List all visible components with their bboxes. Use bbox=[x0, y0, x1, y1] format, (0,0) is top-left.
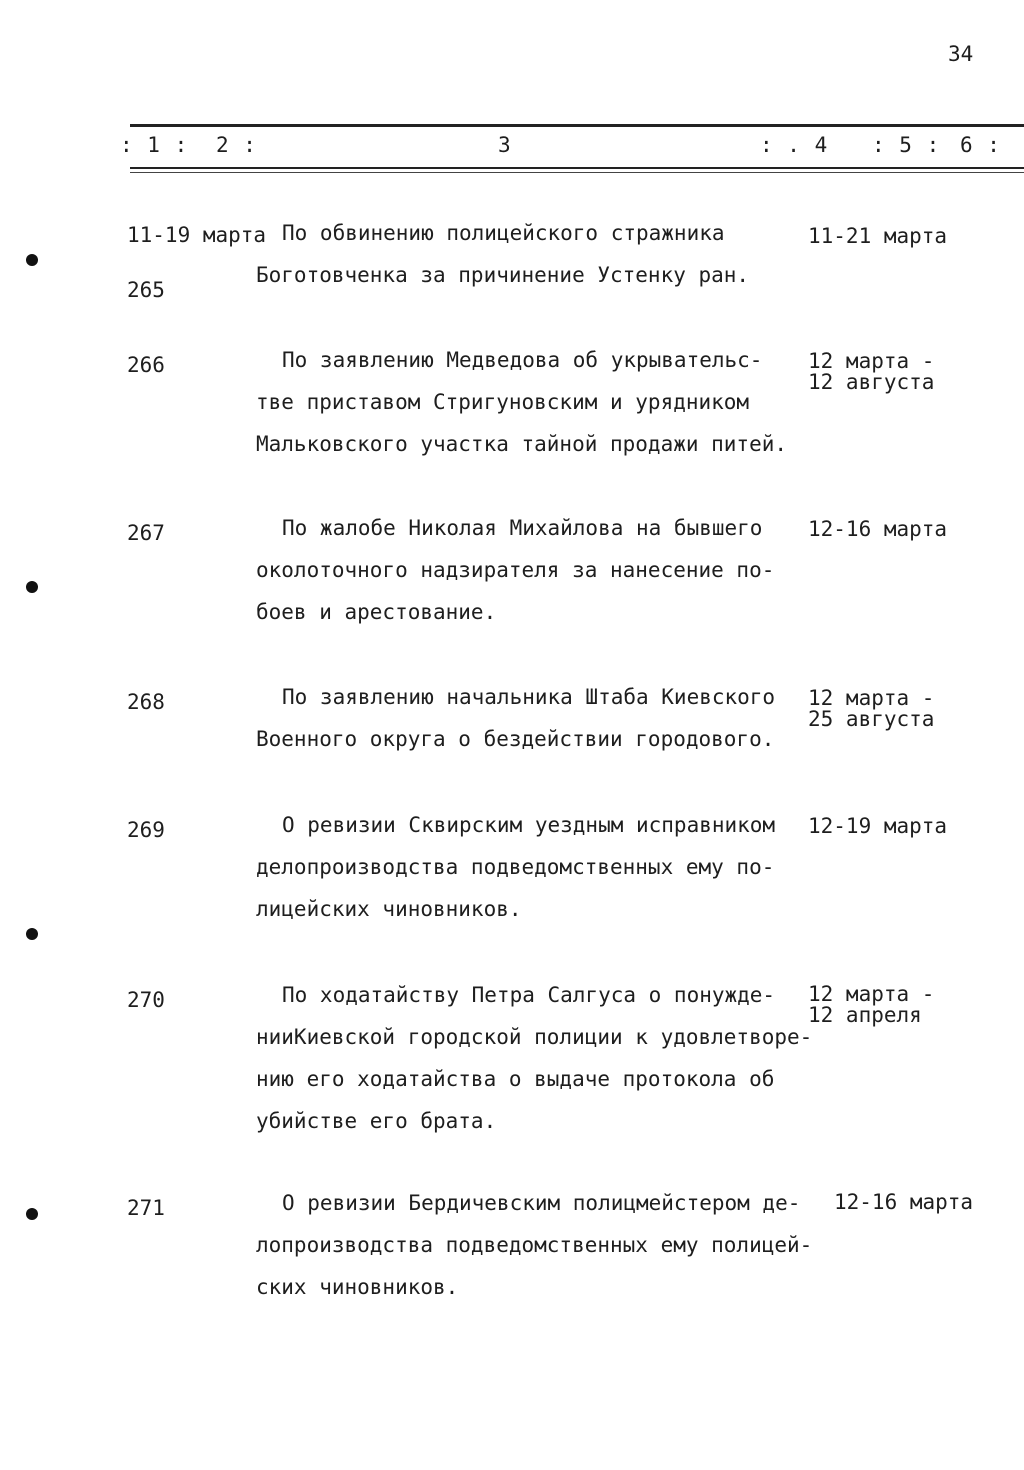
binding-hole-mark bbox=[26, 254, 38, 266]
entry-dates: 12 марта - 25 августа bbox=[808, 686, 935, 731]
header-col4: : . 4 bbox=[760, 133, 829, 157]
entry-description: О ревизии Сквирским уездным исправником делопроизводства подведомственных ему по- лицейских чиновников. bbox=[256, 813, 776, 921]
entry-number: 268 bbox=[127, 690, 165, 714]
header-col6: 6 : bbox=[960, 133, 1001, 157]
entry-description: По жалобе Николая Михайлова на бывшего околоточного надзирателя за нанесение по- боев и арестование. bbox=[256, 516, 775, 624]
entry-number: 270 bbox=[127, 988, 165, 1012]
table-header-bottom-rule-thin bbox=[130, 172, 1024, 173]
page-number: 34 bbox=[948, 42, 974, 66]
entry-dates: 12-16 марта bbox=[834, 1190, 974, 1214]
entry-dates: 11-21 марта bbox=[808, 224, 948, 248]
binding-hole-mark bbox=[26, 928, 38, 940]
entry-dates: 12-16 марта bbox=[808, 517, 948, 541]
entry-description: По заявлению начальника Штаба Киевского Военного округа о бездействии городового. bbox=[256, 685, 776, 751]
header-col3: 3 bbox=[498, 133, 512, 157]
binding-hole-mark bbox=[26, 1208, 38, 1220]
binding-hole-mark bbox=[26, 581, 38, 593]
entry-dates: 12 марта - 12 апреля bbox=[808, 982, 935, 1027]
entry-number: 265 bbox=[127, 278, 165, 302]
header-col5: : 5 : bbox=[872, 133, 941, 157]
header-col1: : 1 : bbox=[120, 133, 189, 157]
entry-dates: 12-19 марта bbox=[808, 814, 948, 838]
entry-number: 266 bbox=[127, 353, 165, 377]
entry-number: 267 bbox=[127, 521, 165, 545]
entry-number: 269 bbox=[127, 818, 165, 842]
entry-description: По заявлению Медведова об укрывательс- тве приставом Стригуновским и урядником Мальковского участка тайной продажи питей. bbox=[256, 348, 788, 456]
entry-number: 271 bbox=[127, 1196, 165, 1220]
entry-description: О ревизии Бердичевским полицмейстером де- лопроизводства подведомственных ему полицей- ских чиновников. bbox=[256, 1191, 813, 1299]
table-header-top-rule bbox=[130, 124, 1024, 127]
entry-description: По ходатайству Петра Салгуса о понужде- нииКиевской городской полиции к удовлетворе- нию его ходатайства о выдаче протокола об убийстве его брата. bbox=[256, 983, 813, 1133]
entry-description: По обвинению полицейского стражника Боготовченка за причинение Устенку ран. bbox=[256, 221, 750, 287]
entry-prefix: 11-19 марта bbox=[127, 223, 267, 247]
table-header-bottom-rule bbox=[130, 167, 1024, 169]
entry-dates: 12 марта - 12 августа bbox=[808, 349, 935, 394]
header-col2: 2 : bbox=[216, 133, 257, 157]
